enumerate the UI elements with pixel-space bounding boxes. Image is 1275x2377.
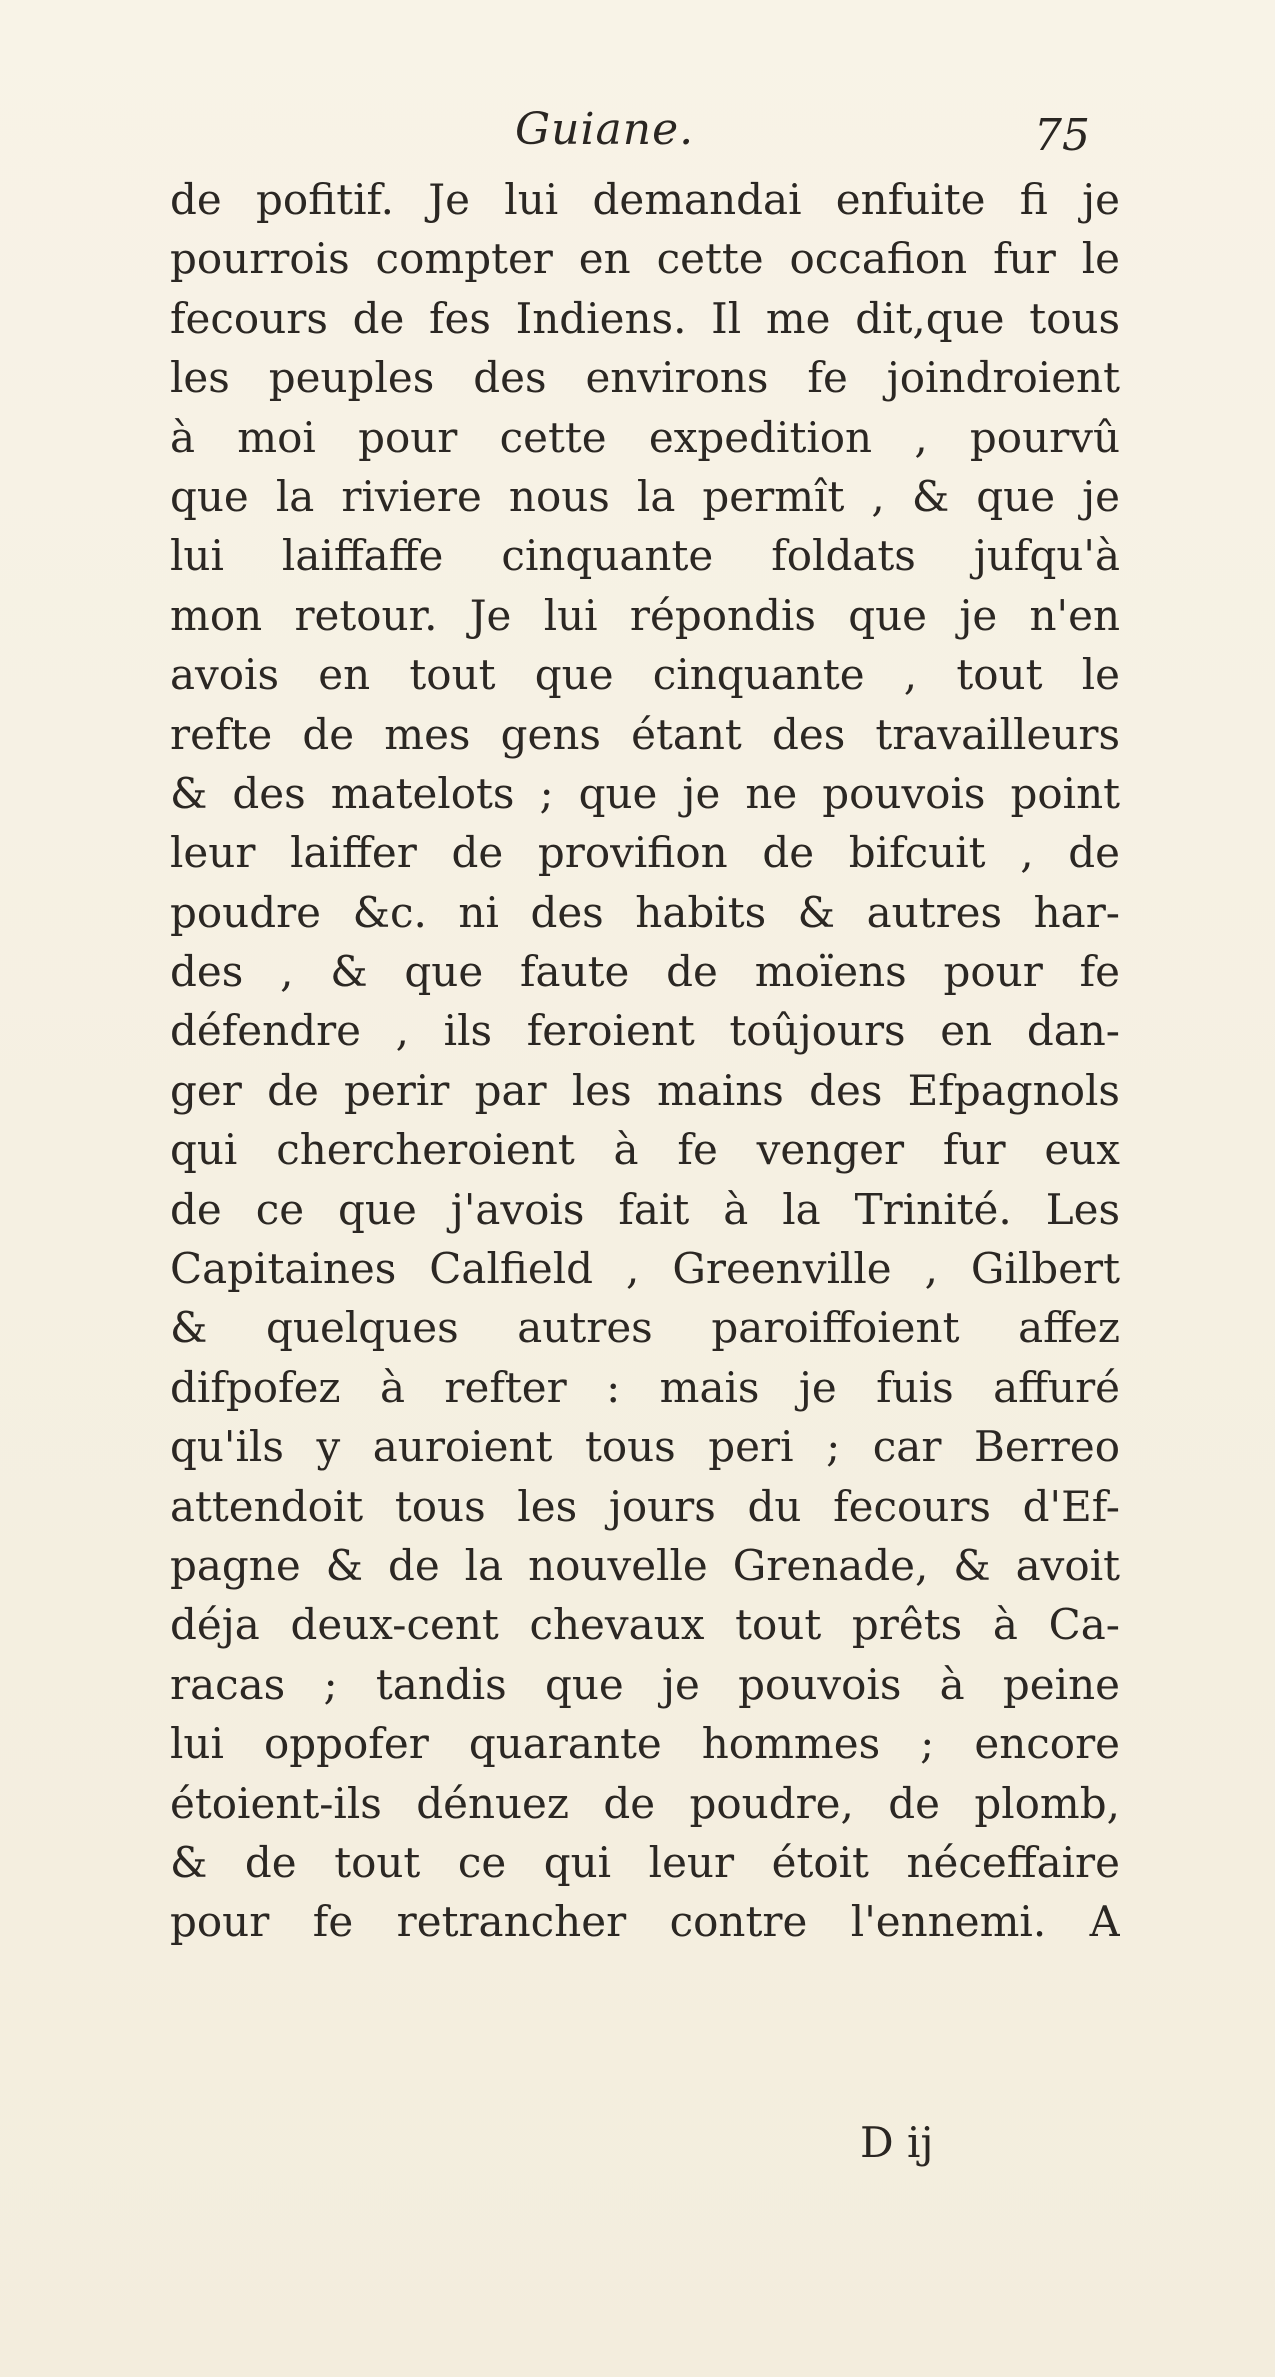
text-line: lui laiffaffe cinquante foldats jufqu'à (170, 531, 1120, 581)
body-text (170, 170, 1120, 1952)
text-line: étoient-ils dénuez de poudre, de plomb, (170, 1778, 1120, 1828)
text-line: Capitaines Calfield , Greenville , Gilbert (170, 1244, 1120, 1294)
text-line: les peuples des environs fe joindroient (170, 353, 1120, 403)
text-line: des , & que faute de moïens pour fe (170, 947, 1120, 997)
text-line: qui chercheroient à fe venger fur eux (170, 1125, 1120, 1175)
text-line: défendre , ils feroient toûjours en dan- (170, 1006, 1120, 1056)
text-line: qu'ils y auroient tous peri ; car Berreo (170, 1422, 1120, 1472)
text-line: de pofitif. Je lui demandai enfuite fi je (170, 175, 1120, 224)
text-line: ger de perir par les mains des Efpagnols (170, 1065, 1120, 1115)
running-head (170, 104, 1120, 164)
text-line: difpofez à refter : mais je fuis affuré (170, 1362, 1120, 1412)
text-line: pourrois compter en cette occafion fur le (170, 234, 1120, 284)
text-line: mon retour. Je lui répondis que je n'en (170, 590, 1120, 640)
text-line: attendoit tous les jours du fecours d'Ef- (170, 1481, 1120, 1531)
text-line: déja deux-cent chevaux tout prêts à Ca- (170, 1600, 1120, 1650)
text-line: de ce que j'avois fait à la Trinité. Les (170, 1184, 1120, 1234)
signature-mark: D ij (860, 2118, 934, 2167)
text-line: racas ; tandis que je pouvois à peine (170, 1659, 1120, 1709)
text-line: lui oppofer quarante hommes ; encore (170, 1719, 1120, 1769)
text-line: & de tout ce qui leur étoit néceffaire (170, 1837, 1120, 1887)
running-title: Guiane. (515, 104, 695, 155)
text-line: à moi pour cette expedition , pourvû (170, 412, 1120, 462)
text-line: refte de mes gens étant des travailleurs (170, 709, 1120, 759)
text-line: leur laiffer de provifion de bifcuit , de (170, 828, 1120, 878)
text-line: & quelques autres paroiffoient affez (170, 1303, 1120, 1353)
text-line: que la riviere nous la permît , & que je (170, 471, 1120, 521)
page-number: 75 (1034, 110, 1090, 161)
text-line: fecours de fes Indiens. Il me dit,que tous (170, 293, 1120, 343)
text-line: pour fe retrancher contre l'ennemi. A (170, 1897, 1120, 1947)
text-line: poudre &c. ni des habits & autres har- (170, 887, 1120, 937)
text-line: pagne & de la nouvelle Grenade, & avoit (170, 1540, 1120, 1590)
text-line: avois en tout que cinquante , tout le (170, 650, 1120, 700)
text-line: & des matelots ; que je ne pouvois point (170, 768, 1120, 818)
